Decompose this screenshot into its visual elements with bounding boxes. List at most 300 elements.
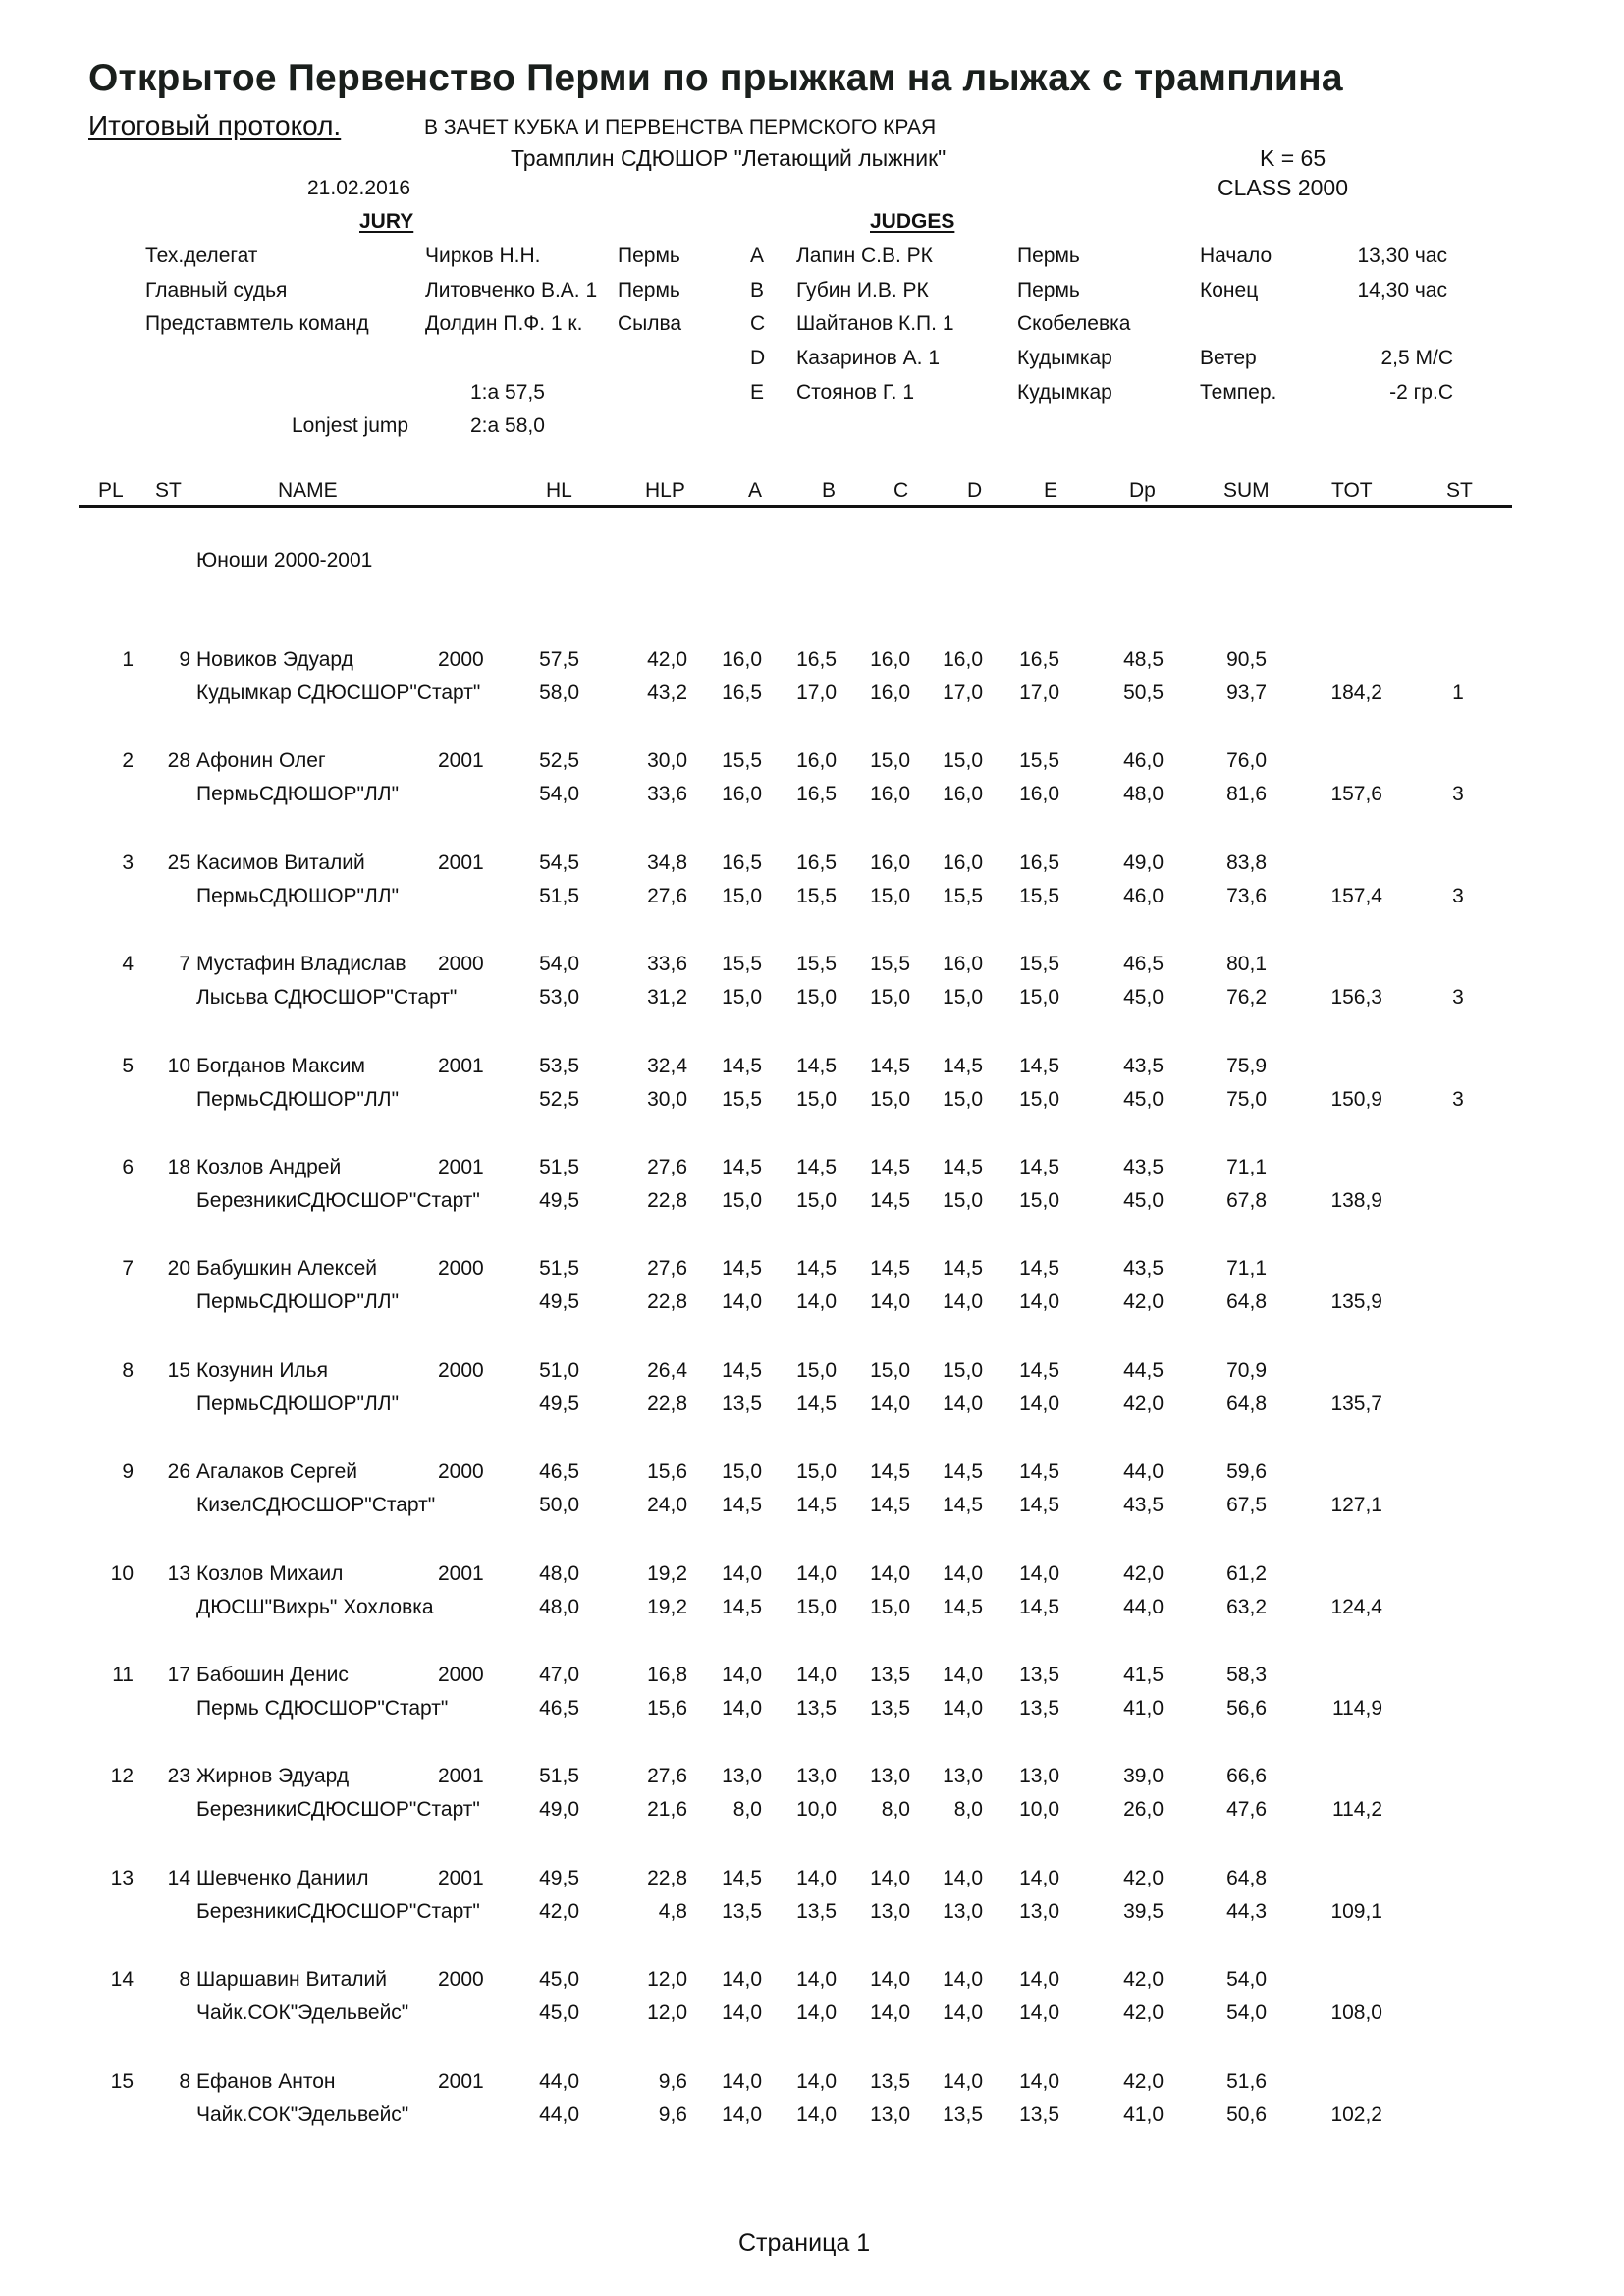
judge-letter: C (750, 312, 766, 335)
jump1-value: 14,0 (943, 1968, 983, 1992)
jump1-value: 32,4 (647, 1054, 687, 1077)
jump2-value: 64,8 (1226, 1290, 1267, 1314)
jump1-value: 15,5 (1019, 953, 1059, 976)
jump1-value: 44,0 (539, 2069, 579, 2093)
jump1-value: 13,0 (870, 1765, 910, 1788)
jump1-value: 15,5 (796, 953, 837, 976)
jump1-value: 15,5 (870, 953, 910, 976)
jump1-value: 34,8 (647, 850, 687, 874)
jump2-value: 15,0 (870, 986, 910, 1010)
jump1-value: 14,0 (1019, 2069, 1059, 2093)
jump1-value: 13,5 (1019, 1664, 1059, 1686)
jump2-value: 54,0 (1226, 2001, 1267, 2025)
jump1-value: 14,0 (796, 2069, 837, 2093)
total: 102,2 (1330, 2103, 1382, 2126)
col-hlp: HLP (645, 479, 685, 502)
jump1-value: 16,5 (1019, 648, 1059, 671)
jump2-value: 51,5 (539, 884, 579, 907)
jump1-value: 51,6 (1226, 2069, 1267, 2093)
jump1-value: 14,5 (1019, 1257, 1059, 1281)
jump2-value: 16,0 (943, 783, 983, 806)
jump1-value: 30,0 (647, 749, 687, 773)
jump2-value: 15,0 (943, 986, 983, 1010)
jump2-value: 22,8 (647, 1392, 687, 1415)
start-number: 28 (167, 749, 190, 773)
jump2-value: 21,6 (647, 1798, 687, 1822)
jump1-value: 14,5 (1019, 1460, 1059, 1484)
jump1-value: 80,1 (1226, 953, 1267, 976)
document-title: Открытое Первенство Перми по прыжкам на лыжах с трамплина (88, 57, 1343, 99)
birth-year: 2001 (438, 1866, 484, 1889)
jump2-value: 73,6 (1226, 884, 1267, 907)
jump1-value: 54,0 (539, 953, 579, 976)
jump1-value: 15,0 (796, 1358, 837, 1382)
jump2-value: 14,0 (943, 1392, 983, 1415)
jump1-value: 14,0 (722, 1664, 762, 1686)
jump2-value: 14,0 (796, 2001, 837, 2025)
jump2-value: 22,8 (647, 1189, 687, 1212)
jump1-value: 15,0 (943, 1358, 983, 1382)
jump2-value: 42,0 (1123, 2001, 1164, 2025)
judge-name: Шайтанов К.П. 1 (796, 312, 954, 335)
jump1-value: 14,5 (722, 1866, 762, 1889)
jump1-value: 64,8 (1226, 1866, 1267, 1889)
jump2-value: 14,0 (943, 2001, 983, 2025)
jump1-value: 16,8 (647, 1664, 687, 1686)
judge-letter: B (750, 279, 765, 301)
jump1-value: 14,5 (1019, 1156, 1059, 1178)
jump1-value: 49,0 (1123, 850, 1164, 874)
jump2-value: 48,0 (539, 1595, 579, 1618)
jump1-value: 46,0 (1123, 749, 1164, 773)
start-number: 18 (167, 1156, 190, 1178)
jump2-value: 15,5 (722, 1087, 762, 1111)
condition-label: Начало (1200, 245, 1272, 267)
k-point: K = 65 (1260, 145, 1326, 171)
jump2-value: 13,5 (943, 2103, 983, 2126)
jump1-value: 42,0 (1123, 1561, 1164, 1585)
col-dp: Dp (1129, 479, 1156, 502)
jump2-value: 14,0 (870, 2001, 910, 2025)
jump1-value: 46,5 (539, 1460, 579, 1484)
jump1-value: 75,9 (1226, 1054, 1267, 1077)
col-sum: SUM (1223, 479, 1270, 502)
athlete-name: Бабушкин Алексей (196, 1257, 377, 1281)
jump1-value: 52,5 (539, 749, 579, 773)
club: КизелСДЮСШОР"Старт" (196, 1494, 436, 1517)
jump1-value: 53,5 (539, 1054, 579, 1077)
place: 4 (122, 953, 134, 976)
jury-city: Пермь (618, 279, 680, 301)
section-title: Юноши 2000-2001 (196, 549, 373, 572)
jury-role: Представмтель команд (145, 312, 369, 335)
judge-name: Лапин С.В. РК (796, 245, 933, 267)
col-e: E (1044, 479, 1058, 502)
club: БерезникиСДЮСШОР"Старт" (196, 1798, 480, 1822)
jump2-value: 46,5 (539, 1697, 579, 1720)
condition-value: 2,5 М/С (1380, 347, 1453, 369)
condition-label: Темпер. (1200, 381, 1277, 404)
jump2-value: 13,5 (1019, 1697, 1059, 1720)
jump2-value: 52,5 (539, 1087, 579, 1111)
birth-year: 2001 (438, 1054, 484, 1077)
jump1-value: 16,5 (796, 850, 837, 874)
club: Пермь СДЮСШОР"Старт" (196, 1697, 449, 1720)
club: ДЮСШ"Вихрь" Хохловка (196, 1595, 434, 1618)
jump1-value: 15,0 (943, 749, 983, 773)
jump2-value: 14,0 (722, 2001, 762, 2025)
jump2-value: 13,0 (943, 1899, 983, 1923)
jump1-value: 14,5 (870, 1460, 910, 1484)
jump2-value: 14,5 (943, 1494, 983, 1517)
birth-year: 2000 (438, 648, 484, 671)
jump1-value: 14,0 (1019, 1968, 1059, 1992)
jump1-value: 13,0 (1019, 1765, 1059, 1788)
jump2-value: 41,0 (1123, 2103, 1164, 2126)
jump2-value: 17,0 (943, 682, 983, 704)
start-number: 23 (167, 1765, 190, 1788)
jump2-value: 15,0 (796, 986, 837, 1010)
jump1-value: 15,5 (722, 953, 762, 976)
jump2-value: 15,0 (870, 1595, 910, 1618)
total: 109,1 (1330, 1899, 1382, 1923)
judge-name: Стоянов Г. 1 (796, 381, 915, 404)
birth-year: 2000 (438, 1358, 484, 1382)
jump2-value: 14,5 (1019, 1494, 1059, 1517)
jump2-value: 15,0 (870, 884, 910, 907)
start-number: 15 (167, 1358, 190, 1382)
style-rank: 3 (1452, 986, 1464, 1010)
total: 135,9 (1330, 1290, 1382, 1314)
jump1-value: 15,0 (870, 749, 910, 773)
jump2-value: 42,0 (539, 1899, 579, 1923)
jump1-value: 14,5 (1019, 1358, 1059, 1382)
athlete-name: Шевченко Даниил (196, 1866, 369, 1889)
jump1-value: 42,0 (1123, 1968, 1164, 1992)
condition-value: 13,30 час (1357, 245, 1447, 267)
club: ПермьСДЮШОР"ЛЛ" (196, 1290, 400, 1314)
athlete-name: Афонин Олег (196, 749, 326, 773)
judge-city: Скобелевка (1017, 312, 1131, 335)
jump2-value: 4,8 (658, 1899, 687, 1923)
total: 127,1 (1330, 1494, 1382, 1517)
club: БерезникиСДЮСШОР"Старт" (196, 1899, 480, 1923)
jump1-value: 51,5 (539, 1257, 579, 1281)
judge-letter: E (750, 381, 765, 404)
jump2-value: 14,0 (796, 1290, 837, 1314)
jump2-value: 8,0 (732, 1798, 762, 1822)
jump1-value: 14,5 (722, 1054, 762, 1077)
jump2-value: 15,0 (722, 986, 762, 1010)
start-number: 25 (167, 850, 190, 874)
jury-name: Литовченко В.А. 1 (425, 279, 598, 301)
jump2-value: 43,5 (1123, 1494, 1164, 1517)
start-number: 8 (179, 2069, 190, 2093)
jump2-value: 49,0 (539, 1798, 579, 1822)
jump2-value: 27,6 (647, 884, 687, 907)
jump1-value: 90,5 (1226, 648, 1267, 671)
jump2-value: 42,0 (1123, 1290, 1164, 1314)
jump1-value: 49,5 (539, 1866, 579, 1889)
jump1-value: 13,0 (943, 1765, 983, 1788)
athlete-name: Козлов Андрей (196, 1156, 342, 1178)
jump2-value: 17,0 (1019, 682, 1059, 704)
birth-year: 2000 (438, 1460, 484, 1484)
jump1-value: 19,2 (647, 1561, 687, 1585)
club: ПермьСДЮШОР"ЛЛ" (196, 1087, 400, 1111)
jump2-value: 14,5 (722, 1595, 762, 1618)
jury-city: Пермь (618, 245, 680, 267)
condition-value: 14,30 час (1357, 279, 1447, 301)
jump2-value: 15,0 (796, 1087, 837, 1111)
jump1-value: 15,5 (1019, 749, 1059, 773)
jump1-value: 61,2 (1226, 1561, 1267, 1585)
jump2-value: 14,0 (1019, 1392, 1059, 1415)
birth-year: 2000 (438, 953, 484, 976)
place: 6 (122, 1156, 134, 1178)
jump1-value: 15,6 (647, 1460, 687, 1484)
jump2-value: 26,0 (1123, 1798, 1164, 1822)
jump1-value: 14,0 (722, 2069, 762, 2093)
athlete-name: Жирнов Эдуард (196, 1765, 350, 1788)
judge-name: Губин И.В. РК (796, 279, 929, 301)
jump1-value: 14,0 (870, 1561, 910, 1585)
jump2-value: 15,5 (1019, 884, 1059, 907)
total: 156,3 (1330, 986, 1382, 1010)
jump1-value: 16,5 (1019, 850, 1059, 874)
total: 114,2 (1332, 1798, 1382, 1822)
jump2-value: 16,0 (870, 682, 910, 704)
jump2-value: 12,0 (647, 2001, 687, 2025)
jump2-value: 13,5 (796, 1899, 837, 1923)
jump1-value: 16,0 (943, 648, 983, 671)
birth-year: 2001 (438, 2069, 484, 2093)
jump1-value: 14,5 (870, 1257, 910, 1281)
jump2-value: 10,0 (796, 1798, 837, 1822)
judge-letter: A (750, 245, 765, 267)
jump1-value: 13,5 (870, 1664, 910, 1686)
jump1-value: 15,5 (722, 749, 762, 773)
jump2-value: 14,0 (722, 2103, 762, 2126)
jump2-value: 15,0 (722, 1189, 762, 1212)
place: 15 (110, 2069, 134, 2093)
jump1-value: 14,0 (943, 1866, 983, 1889)
jump1-value: 14,5 (870, 1156, 910, 1178)
longest-jump-label: Lonjest jump (292, 414, 409, 437)
place: 2 (122, 749, 134, 773)
jump2-value: 16,0 (1019, 783, 1059, 806)
jump1-value: 27,6 (647, 1156, 687, 1178)
cup-line: В ЗАЧЕТ КУБКА И ПЕРВЕНСТВА ПЕРМСКОГО КРАЯ (424, 116, 937, 138)
jump2-value: 15,6 (647, 1697, 687, 1720)
jump2-value: 14,5 (943, 1595, 983, 1618)
total: 157,4 (1330, 884, 1382, 907)
col-name: NAME (278, 479, 338, 502)
col-c: C (893, 479, 909, 502)
jump2-value: 13,0 (870, 1899, 910, 1923)
jump1-value: 27,6 (647, 1257, 687, 1281)
jump2-value: 67,8 (1226, 1189, 1267, 1212)
jump2-value: 49,5 (539, 1189, 579, 1212)
jump2-value: 47,6 (1226, 1798, 1267, 1822)
jump2-value: 39,5 (1123, 1899, 1164, 1923)
jump1-value: 47,0 (539, 1664, 579, 1686)
athlete-name: Козлов Михаил (196, 1561, 344, 1585)
jump1-value: 14,0 (870, 1968, 910, 1992)
style-rank: 3 (1452, 1087, 1464, 1111)
jump2-value: 14,5 (870, 1189, 910, 1212)
jump1-value: 15,0 (796, 1460, 837, 1484)
jump1-value: 14,0 (722, 1968, 762, 1992)
judge-name: Казаринов А. 1 (796, 347, 941, 369)
jump1-value: 9,6 (658, 2069, 687, 2093)
total: 157,6 (1330, 783, 1382, 806)
header-rule (79, 505, 1512, 508)
jump2-value: 8,0 (881, 1798, 910, 1822)
col-hl: HL (546, 479, 572, 502)
jump1-value: 27,6 (647, 1765, 687, 1788)
total: 138,9 (1330, 1189, 1382, 1212)
jump1-value: 26,4 (647, 1358, 687, 1382)
jump1-value: 14,5 (943, 1156, 983, 1178)
jump2-value: 19,2 (647, 1595, 687, 1618)
jump2-value: 15,0 (943, 1189, 983, 1212)
jump1-value: 43,5 (1123, 1257, 1164, 1281)
jump2-value: 14,5 (870, 1494, 910, 1517)
jump2-value: 15,0 (1019, 1087, 1059, 1111)
judge-city: Пермь (1017, 245, 1080, 267)
start-number: 7 (179, 953, 190, 976)
jump1-value: 54,5 (539, 850, 579, 874)
jump1-value: 76,0 (1226, 749, 1267, 773)
event-date: 21.02.2016 (307, 177, 411, 199)
jury-heading: JURY (359, 210, 414, 233)
jump2-value: 45,0 (539, 2001, 579, 2025)
jump2-value: 14,5 (722, 1494, 762, 1517)
style-rank: 3 (1452, 884, 1464, 907)
jump1-value: 83,8 (1226, 850, 1267, 874)
jump1-value: 41,5 (1123, 1664, 1164, 1686)
jump2-value: 14,0 (796, 2103, 837, 2126)
jump2-value: 15,0 (1019, 986, 1059, 1010)
jury-role: Тех.делегат (145, 245, 258, 267)
jump1-value: 58,3 (1226, 1664, 1267, 1686)
jump2-value: 64,8 (1226, 1392, 1267, 1415)
club: Лысьва СДЮСШОР"Старт" (196, 986, 458, 1010)
athlete-name: Козунин Илья (196, 1358, 328, 1382)
jump2-value: 14,5 (796, 1494, 837, 1517)
jump1-value: 14,5 (943, 1054, 983, 1077)
jump2-value: 49,5 (539, 1392, 579, 1415)
jump2-value: 8,0 (953, 1798, 983, 1822)
jump1-value: 42,0 (1123, 1866, 1164, 1889)
jump2-value: 10,0 (1019, 1798, 1059, 1822)
jump1-value: 71,1 (1226, 1257, 1267, 1281)
total: 135,7 (1330, 1392, 1382, 1415)
col-b: B (822, 479, 837, 502)
protocol-subtitle: Итоговый протокол. (88, 110, 342, 140)
jump1-value: 16,0 (870, 850, 910, 874)
jump1-value: 51,0 (539, 1358, 579, 1382)
judge-letter: D (750, 347, 766, 369)
jump1-value: 14,0 (796, 1664, 837, 1686)
jump1-value: 14,5 (943, 1257, 983, 1281)
col-pl: PL (98, 479, 124, 502)
athlete-name: Касимов Виталий (196, 850, 365, 874)
jump1-value: 14,5 (796, 1156, 837, 1178)
jump1-value: 44,0 (1123, 1460, 1164, 1484)
jump1-value: 16,0 (722, 648, 762, 671)
club: ПермьСДЮШОР"ЛЛ" (196, 1392, 400, 1415)
jump2-value: 41,0 (1123, 1697, 1164, 1720)
jump1-value: 14,5 (722, 1156, 762, 1178)
style-rank: 3 (1452, 783, 1464, 806)
jump2-value: 44,0 (539, 2103, 579, 2126)
jump1-value: 43,5 (1123, 1054, 1164, 1077)
judge-city: Кудымкар (1017, 347, 1112, 369)
total: 108,0 (1330, 2001, 1382, 2025)
club: ПермьСДЮШОР"ЛЛ" (196, 783, 400, 806)
page-number: Страница 1 (738, 2229, 871, 2257)
jump2-value: 14,5 (1019, 1595, 1059, 1618)
jump1-value: 14,0 (943, 2069, 983, 2093)
birth-year: 2001 (438, 1156, 484, 1178)
jump1-value: 45,0 (539, 1968, 579, 1992)
jump2-value: 43,2 (647, 682, 687, 704)
jump2-value: 15,0 (1019, 1189, 1059, 1212)
athlete-name: Новиков Эдуард (196, 648, 353, 671)
jump1-value: 12,0 (647, 1968, 687, 1992)
jury-city: Сылва (618, 312, 682, 335)
place: 10 (110, 1561, 134, 1585)
place: 14 (110, 1968, 134, 1992)
jump1-value: 33,6 (647, 953, 687, 976)
jump2-value: 9,6 (658, 2103, 687, 2126)
jump1-value: 14,5 (722, 1358, 762, 1382)
jump2-value: 45,0 (1123, 986, 1164, 1010)
jump2-value: 14,0 (943, 1290, 983, 1314)
jump1-value: 71,1 (1226, 1156, 1267, 1178)
jump2-value: 42,0 (1123, 1392, 1164, 1415)
venue: Трамплин СДЮШОР "Летающий лыжник" (511, 145, 947, 171)
jump2-value: 14,0 (1019, 1290, 1059, 1314)
jump2-value: 15,5 (796, 884, 837, 907)
jump1-value: 57,5 (539, 648, 579, 671)
start-number: 9 (179, 648, 190, 671)
jump2-value: 31,2 (647, 986, 687, 1010)
place: 9 (122, 1460, 134, 1484)
jump2-value: 54,0 (539, 783, 579, 806)
judge-city: Кудымкар (1017, 381, 1112, 404)
jump2-value: 14,0 (722, 1290, 762, 1314)
jump1-value: 14,5 (943, 1460, 983, 1484)
jump1-value: 42,0 (647, 648, 687, 671)
athlete-name: Шаршавин Виталий (196, 1968, 387, 1992)
jump2-value: 14,5 (796, 1392, 837, 1415)
jump2-value: 14,0 (943, 1697, 983, 1720)
col-st-rank: ST (1446, 479, 1473, 502)
place: 7 (122, 1257, 134, 1281)
jump2-value: 67,5 (1226, 1494, 1267, 1517)
jury-name: Чирков Н.Н. (425, 245, 541, 267)
jump2-value: 48,0 (1123, 783, 1164, 806)
birth-year: 2001 (438, 749, 484, 773)
jump1-value: 70,9 (1226, 1358, 1267, 1382)
jump1-value: 14,5 (796, 1054, 837, 1077)
jump2-value: 15,5 (943, 884, 983, 907)
jump2-value: 45,0 (1123, 1087, 1164, 1111)
jump2-value: 14,0 (722, 1697, 762, 1720)
